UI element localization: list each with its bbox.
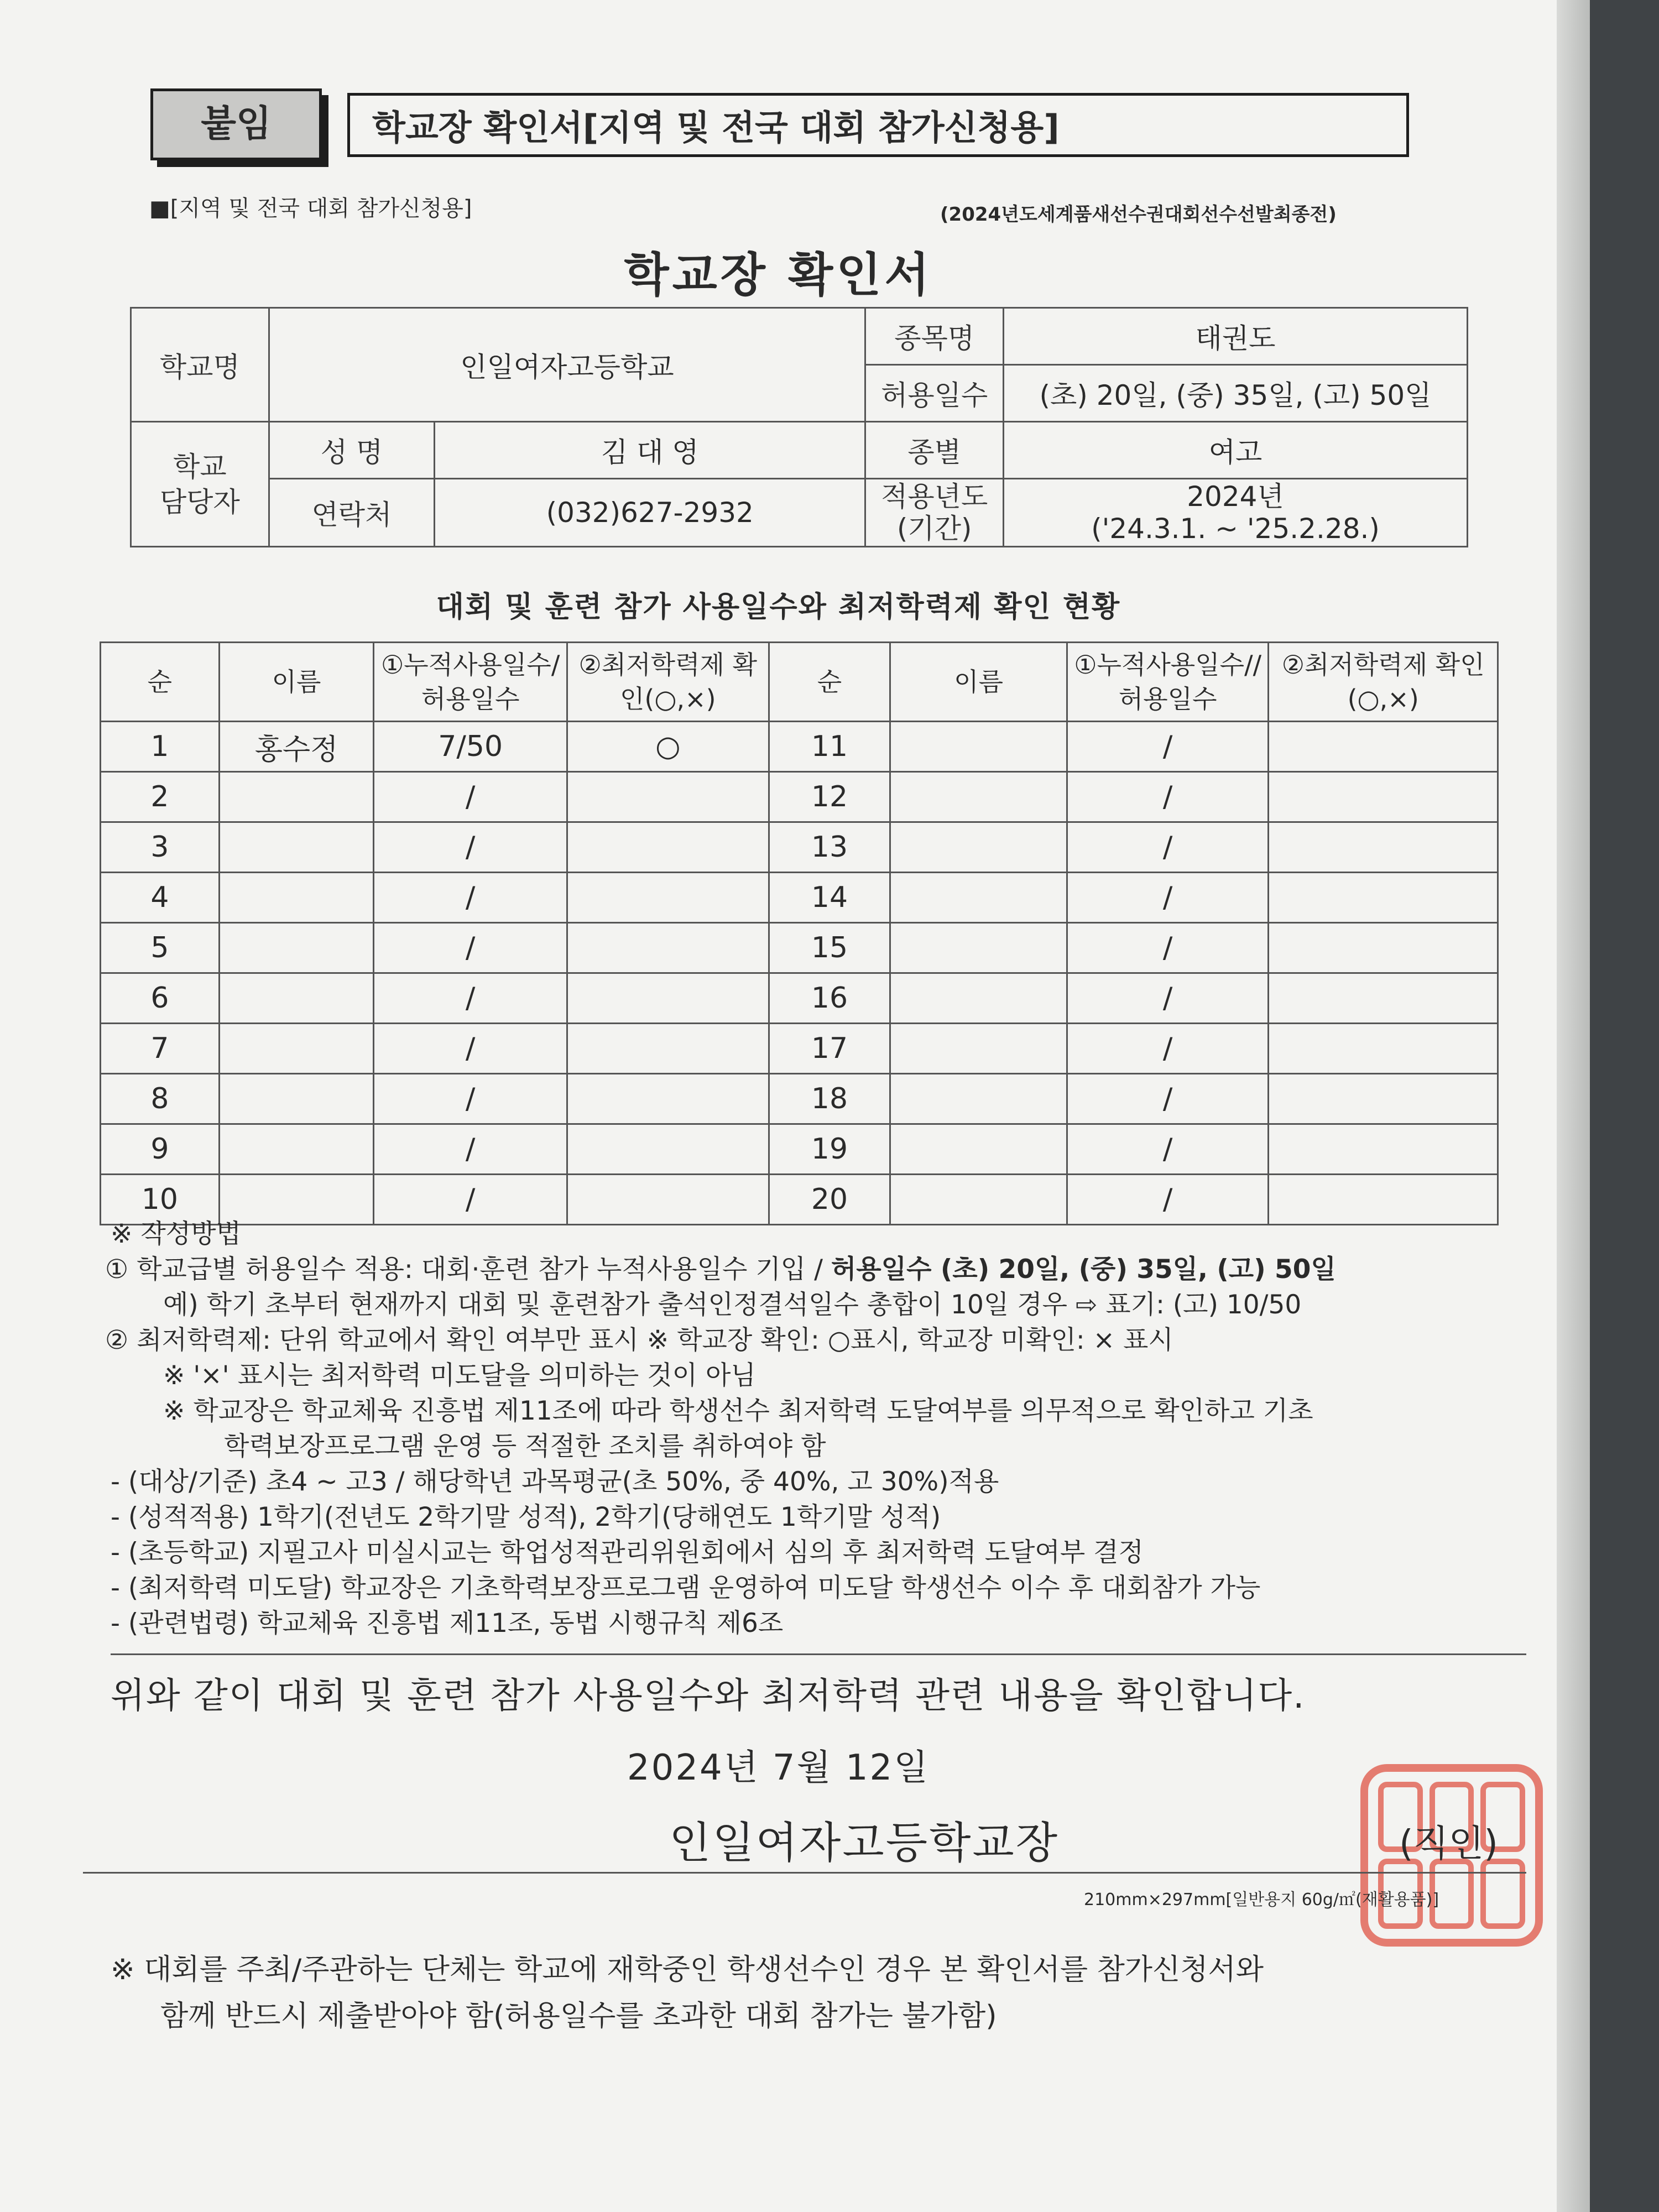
cell-min bbox=[1269, 873, 1498, 923]
instructions-section bbox=[105, 1217, 1521, 1641]
table-row bbox=[101, 873, 1498, 923]
event-label: 종목명 bbox=[865, 308, 1004, 365]
cell-min bbox=[1269, 822, 1498, 873]
header-min-left: ②최저학력제 확인(○,×) bbox=[567, 643, 769, 722]
cell-no: 12 bbox=[769, 772, 890, 822]
school-info-table bbox=[130, 307, 1468, 547]
cell-min bbox=[1269, 1124, 1498, 1175]
cell-no: 5 bbox=[101, 923, 220, 973]
cell-min bbox=[567, 1074, 769, 1124]
cell-min bbox=[567, 873, 769, 923]
cell-no: 7 bbox=[101, 1024, 220, 1074]
header-no-left: 순 bbox=[101, 643, 220, 722]
cell-name bbox=[219, 1024, 374, 1074]
cell-no: 19 bbox=[769, 1124, 890, 1175]
cell-days: / bbox=[374, 873, 567, 923]
instruction-not-reached: - (최저학력 미도달) 학교장은 기초학력보장프로그램 운영하여 미도달 학생선수 이수 후 대회참가 가능 bbox=[111, 1573, 1261, 1603]
cell-name bbox=[219, 923, 374, 973]
cell-min bbox=[567, 973, 769, 1024]
contact-label: 연락처 bbox=[269, 479, 435, 547]
category-label: 종별 bbox=[865, 422, 1004, 479]
cell-days: / bbox=[1067, 1024, 1269, 1074]
confirmation-statement: 위와 같이 대회 및 훈련 참가 사용일수와 최저학력 관련 내용을 확인합니다. bbox=[111, 1676, 1306, 1717]
allowed-days-label: 허용일수 bbox=[865, 365, 1004, 422]
instruction-line-1-text: ① 학교급별 허용일수 적용: 대회·훈련 참가 누적사용일수 기입 / bbox=[105, 1254, 831, 1285]
cell-days: / bbox=[1067, 973, 1269, 1024]
cell-no: 13 bbox=[769, 822, 890, 873]
table-row bbox=[101, 973, 1498, 1024]
cell-min bbox=[567, 772, 769, 822]
instruction-line-1-bold: 허용일수 (초) 20일, (중) 35일, (고) 50일 bbox=[831, 1254, 1336, 1285]
attachment-label: 붙임 bbox=[150, 88, 322, 160]
cell-days: / bbox=[1067, 1074, 1269, 1124]
cell-name bbox=[890, 873, 1067, 923]
header-name-right: 이름 bbox=[890, 643, 1067, 722]
cell-name bbox=[219, 822, 374, 873]
cell-no: 9 bbox=[101, 1124, 220, 1175]
cell-days: / bbox=[1067, 722, 1269, 772]
school-label: 학교명 bbox=[131, 308, 269, 422]
cell-min: ○ bbox=[567, 722, 769, 772]
cell-min bbox=[1269, 1024, 1498, 1074]
paper-spec: 210mm×297mm[일반용지 60g/㎡(재활용품)] bbox=[1084, 1890, 1439, 1910]
contact-value: (032)627-2932 bbox=[435, 479, 865, 547]
cell-days: / bbox=[1067, 822, 1269, 873]
allowed-days-value: (초) 20일, (중) 35일, (고) 50일 bbox=[1004, 365, 1468, 422]
cell-name bbox=[890, 822, 1067, 873]
cell-min bbox=[567, 1024, 769, 1074]
cell-no: 16 bbox=[769, 973, 890, 1024]
confirmation-date: 2024년 7월 12일 bbox=[627, 1747, 930, 1788]
cell-min bbox=[1269, 973, 1498, 1024]
cell-days: / bbox=[1067, 873, 1269, 923]
cell-no: 4 bbox=[101, 873, 220, 923]
cell-name bbox=[890, 772, 1067, 822]
instruction-law: - (관련법령) 학교체육 진흥법 제11조, 동법 시행규칙 제6조 bbox=[111, 1608, 784, 1639]
table-row bbox=[101, 1074, 1498, 1124]
event-value: 태권도 bbox=[1004, 308, 1468, 365]
manager-label: 학교 담당자 bbox=[131, 422, 269, 547]
cell-name bbox=[219, 873, 374, 923]
cell-days: / bbox=[374, 923, 567, 973]
cell-name bbox=[219, 1124, 374, 1175]
cell-days: 7/50 bbox=[374, 722, 567, 772]
instruction-criteria: - (대상/기준) 초4 ~ 고3 / 해당학년 과목평균(초 50%, 중 40%, 고 30%)적용 bbox=[111, 1467, 999, 1497]
cell-no: 2 bbox=[101, 772, 220, 822]
footer-line-1: ※ 대회를 주최/주관하는 단체는 학교에 재학중인 학생선수인 경우 본 확인서를 참가신청서와 bbox=[111, 1953, 1264, 1986]
cell-no: 6 bbox=[101, 973, 220, 1024]
cell-days: / bbox=[374, 1124, 567, 1175]
competition-name: (2024년도세계품새선수권대회선수선발최종전) bbox=[940, 204, 1337, 226]
cell-no: 17 bbox=[769, 1024, 890, 1074]
cell-days: / bbox=[374, 1175, 567, 1225]
cell-days: / bbox=[374, 822, 567, 873]
header-days-left: ①누적사용일수/허용일수 bbox=[374, 643, 567, 722]
cell-name: 홍수정 bbox=[219, 722, 374, 772]
cell-name bbox=[890, 1074, 1067, 1124]
status-section-title: 대회 및 훈련 참가 사용일수와 최저학력제 확인 현황 bbox=[436, 591, 1121, 624]
cell-name bbox=[890, 973, 1067, 1024]
cell-name bbox=[219, 772, 374, 822]
cell-days: / bbox=[374, 1024, 567, 1074]
table-row bbox=[101, 923, 1498, 973]
cell-no: 10 bbox=[101, 1175, 220, 1225]
cell-no: 14 bbox=[769, 873, 890, 923]
instruction-line-1 bbox=[105, 1252, 1521, 1287]
cell-days: / bbox=[1067, 1175, 1269, 1225]
instruction-example: 예) 학기 초부터 현재까지 대회 및 훈련참가 출석인정결석일수 총합이 10일 경우 ⇨ 표기: (고) 10/50 bbox=[163, 1290, 1302, 1320]
cell-min bbox=[1269, 772, 1498, 822]
seal-mark-label: (직인) bbox=[1399, 1822, 1499, 1865]
category-value: 여고 bbox=[1004, 422, 1468, 479]
cell-days: / bbox=[374, 1074, 567, 1124]
cell-name bbox=[890, 1024, 1067, 1074]
instruction-note-1: ※ '×' 표시는 최저학력 미도달을 의미하는 것이 아님 bbox=[163, 1360, 756, 1391]
cell-min bbox=[1269, 1074, 1498, 1124]
cell-min bbox=[1269, 923, 1498, 973]
period-value: 2024년 ('24.3.1. ~ '25.2.28.) bbox=[1004, 479, 1468, 547]
header-no-right: 순 bbox=[769, 643, 890, 722]
divider-line bbox=[111, 1653, 1526, 1655]
cell-min bbox=[1269, 722, 1498, 772]
footer-line-2: 함께 반드시 제출받아야 함(허용일수를 초과한 대회 참가는 불가함) bbox=[160, 2000, 997, 2033]
table-row bbox=[101, 772, 1498, 822]
cell-name bbox=[890, 1124, 1067, 1175]
paper-edge bbox=[1557, 0, 1590, 2212]
cell-min bbox=[567, 822, 769, 873]
school-name: 인일여자고등학교 bbox=[269, 308, 865, 422]
table-row bbox=[101, 1024, 1498, 1074]
instruction-grades: - (성적적용) 1학기(전년도 2학기말 성적), 2학기(당해연도 1학기말 성적) bbox=[111, 1502, 941, 1532]
cell-no: 20 bbox=[769, 1175, 890, 1225]
cell-name bbox=[890, 722, 1067, 772]
cell-no: 3 bbox=[101, 822, 220, 873]
cell-days: / bbox=[1067, 772, 1269, 822]
form-title-box: 학교장 확인서[지역 및 전국 대회 참가신청용] bbox=[347, 93, 1409, 157]
principal-name: 인일여자고등학교장 bbox=[669, 1818, 1060, 1868]
cell-no: 1 bbox=[101, 722, 220, 772]
cell-no: 15 bbox=[769, 923, 890, 973]
cell-days: / bbox=[374, 973, 567, 1024]
manager-name-label: 성 명 bbox=[269, 422, 435, 479]
cell-name bbox=[890, 923, 1067, 973]
table-row bbox=[101, 1124, 1498, 1175]
cell-days: / bbox=[1067, 923, 1269, 973]
cell-no: 8 bbox=[101, 1074, 220, 1124]
divider-line-2 bbox=[83, 1872, 1526, 1874]
instruction-note-2-cont: 학력보장프로그램 운영 등 적절한 조치를 취하여야 함 bbox=[224, 1431, 826, 1462]
cell-days: / bbox=[1067, 1124, 1269, 1175]
form-purpose-label: ■[지역 및 전국 대회 참가신청용] bbox=[149, 196, 472, 221]
cell-no: 11 bbox=[769, 722, 890, 772]
instruction-line-2: ② 최저학력제: 단위 학교에서 확인 여부만 표시 ※ 학교장 확인: ○표시, 학교장 미확인: × 표시 bbox=[105, 1325, 1173, 1355]
cell-min bbox=[567, 923, 769, 973]
header-days-right: ①누적사용일수//허용일수 bbox=[1067, 643, 1269, 722]
cell-min bbox=[567, 1124, 769, 1175]
instructions-heading: ※ 작성방법 bbox=[111, 1219, 241, 1249]
participation-status-table bbox=[100, 641, 1499, 1225]
header-name-left: 이름 bbox=[219, 643, 374, 722]
table-row bbox=[101, 822, 1498, 873]
header-min-right: ②최저학력제 확인(○,×) bbox=[1269, 643, 1498, 722]
footer-note bbox=[111, 1947, 1526, 2039]
document-title: 학교장 확인서 bbox=[624, 248, 933, 302]
cell-name bbox=[219, 973, 374, 1024]
instruction-elementary: - (초등학교) 지필고사 미실시교는 학업성적관리위원회에서 심의 후 최저학력 도달여부 결정 bbox=[111, 1537, 1144, 1568]
period-label: 적용년도 (기간) bbox=[865, 479, 1004, 547]
cell-name bbox=[219, 1074, 374, 1124]
table-row bbox=[101, 722, 1498, 772]
instruction-note-2: ※ 학교장은 학교체육 진흥법 제11조에 따라 학생선수 최저학력 도달여부를 의무적으로 확인하고 기초 bbox=[163, 1396, 1313, 1426]
manager-name-value: 김 대 영 bbox=[435, 422, 865, 479]
cell-days: / bbox=[374, 772, 567, 822]
cell-no: 18 bbox=[769, 1074, 890, 1124]
